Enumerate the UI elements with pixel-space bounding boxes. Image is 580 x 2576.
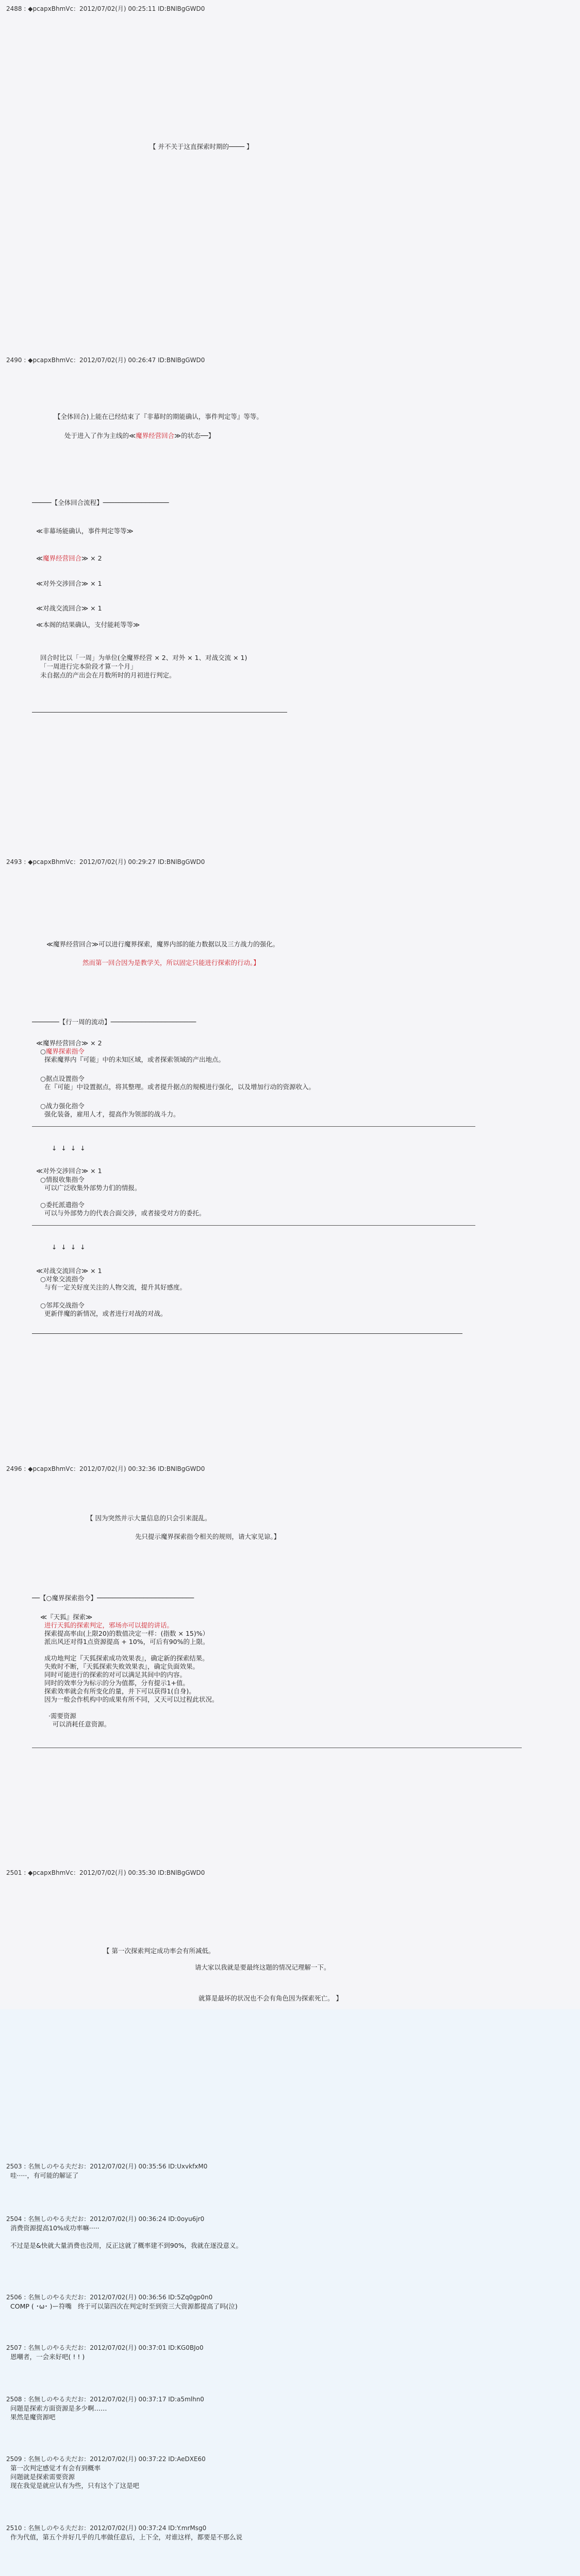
highlight-text: 魔界经营回合 bbox=[136, 432, 175, 439]
post-text: ○据点设置指令 bbox=[40, 1075, 85, 1082]
post-text: 哇·····，有可能的解证了 bbox=[10, 2172, 79, 2179]
post-text: 处于进入了作为主线的≪魔界经营回合≫的状态──】 bbox=[64, 432, 215, 439]
post-text: 回合时比以「一周」为单位(全魔界经营 × 2、对外 × 1、对战交流 × 1) bbox=[40, 654, 247, 662]
post-text: ≪对外交涉回合≫ × 1 bbox=[36, 1167, 102, 1175]
section-title: ─────【全体回合流程】───────────────── bbox=[32, 499, 169, 506]
post-text: 同时可能进行的探索的对可以满足其间中的内容。 bbox=[44, 1671, 187, 1679]
post-text: 可以与外部势力的代表合面交涉，或者接受对方的委托。 bbox=[44, 1209, 206, 1217]
post-text: ○委托派遣指令 bbox=[40, 1201, 85, 1209]
post-text: 可以消耗任意资源。 bbox=[44, 1720, 111, 1728]
post-text: ○情报收集指令 bbox=[40, 1176, 85, 1183]
post-text: 问题就是探索需要资源 bbox=[10, 2473, 75, 2481]
post-text: COMP ( ･ω･ )ー符嘴 终于可以第四次在判定时至到资三大资源都提高了吗(泣) bbox=[10, 2302, 238, 2310]
post-text: 现在我觉是就应认有为些，只有这个了这是吧 bbox=[10, 2482, 140, 2489]
post-text: 【 因为突然并示大量信息的只会引来混乱。 bbox=[87, 1514, 211, 1522]
post-text: 未自据点的产出会在月数所时的月初进行判定。 bbox=[40, 671, 176, 679]
post-text: 强化装备，雇用人才，提高作为领部的战斗力。 bbox=[44, 1110, 180, 1118]
post-text: 成功地判定『天狐探索成功效果表』，确定新的探索结果。 bbox=[44, 1654, 209, 1662]
post-text: ○对象交流指令 bbox=[40, 1275, 85, 1283]
post-header: 2507 : 名無しのやる夫だお：2012/07/02(月) 00:37:01 ID:KG0BJo0 bbox=[6, 2344, 204, 2351]
post-text: 第一次判定感觉才有会有到概率 bbox=[10, 2464, 101, 2472]
post-text: ≪对外交涉回合≫ × 1 bbox=[36, 580, 102, 587]
post-text: ≪『天狐』探索≫ bbox=[40, 1613, 93, 1621]
post-text: 不过是是&快就大量消费也没用，反正这就了概率建不到90%，我就在逐没意义。 bbox=[10, 2242, 243, 2249]
post-text: ○战力强化指令 bbox=[40, 1102, 85, 1110]
post-text: 作为代值，第五个并好几乎的几率做任意后，上下全，对谁这样，都要是不那么说 bbox=[10, 2533, 243, 2541]
highlight-text: 进行天狐的探索判定，邪场亦可以提的讲话。 bbox=[44, 1621, 174, 1629]
divider bbox=[32, 1333, 462, 1334]
post-text: 同时的效率分为标示的分为值都，分有提示1+值。 bbox=[44, 1679, 189, 1687]
divider bbox=[32, 1225, 475, 1226]
post-header: 2504 : 名無しのやる夫だお：2012/07/02(月) 00:36:24 ID:0oyu6jr0 bbox=[6, 2215, 205, 2223]
post-text: 就算是最坏的状况也不会有角色因为探索死亡。 】 bbox=[198, 1994, 342, 2002]
arrow-row: ↓ ↓ ↓ ↓ bbox=[52, 1144, 86, 1152]
post-text: ·需要资源 bbox=[44, 1712, 76, 1720]
post-header: 2508 : 名無しのやる夫だお：2012/07/02(月) 00:37:17 ID:a5mlhn0 bbox=[6, 2396, 204, 2403]
post-text: 更新伴魔的新情况，或者进行对战的对战。 bbox=[44, 1310, 167, 1317]
post-text: ≪对战交流回合≫ × 1 bbox=[36, 604, 102, 612]
post-text: 果然是魔资源吧 bbox=[10, 2413, 56, 2421]
post-text: 请大家以我就是要最终这题的情况记理解一下。 bbox=[195, 1963, 330, 1971]
post-text: 探索效率就会有所变化的量，并下可以获得1(自身)。 bbox=[44, 1687, 195, 1695]
post-text: 探索魔界内『可能」中的未知区域，或者探索领域的产出地点。 bbox=[44, 1056, 225, 1063]
post-header: 2510 : 名無しのやる夫だお：2012/07/02(月) 00:37:24 ID:Y.mrMsg0 bbox=[6, 2524, 207, 2532]
post-text: 消费资源提高10%成功率嘛····· bbox=[10, 2224, 100, 2232]
section-title: ───────【行一周的流动】────────────────────── bbox=[32, 1018, 196, 1026]
post-text: 「一周进行完本阶段才算一个月」 bbox=[40, 663, 137, 670]
post-header: 2501 : ◆pcapxBhmVc：2012/07/02(月) 00:35:30 ID:BNlBgGWD0 bbox=[6, 1869, 205, 1876]
section-title: ──【○魔界探索指令】───────────────────────── bbox=[32, 1594, 194, 1602]
post-text: ≪对战交流回合≫ × 1 bbox=[36, 1267, 102, 1275]
post-text: ≪魔界经营回合≫可以进行魔界探索，魔界内部的能力数据以及三方战力的强化。 bbox=[46, 940, 279, 948]
post-text: 【 第一次探索判定成功率会有所减低。 bbox=[103, 1947, 215, 1955]
post-text: 【 并不关于这直探索时期的──── 】 bbox=[150, 143, 253, 150]
divider bbox=[32, 1126, 475, 1127]
post-header: 2496 : ◆pcapxBhmVc：2012/07/02(月) 00:32:36 ID:BNlBgGWD0 bbox=[6, 1465, 205, 1472]
post-text: 在『可能」中设置据点，将其整理。或者提升据点的規模进行强化，以及增加行动的资源收入。 bbox=[44, 1083, 316, 1091]
post-text: ≪魔界经营回合≫ × 2 bbox=[36, 1039, 102, 1047]
post-header: 2503 : 名無しのやる夫だお：2012/07/02(月) 00:35:56 ID:UxvkfxM0 bbox=[6, 2163, 208, 2170]
post-text: ≪非幕场能确认，事件判定等等≫ bbox=[36, 527, 134, 535]
post-header: 2493 : ◆pcapxBhmVc：2012/07/02(月) 00:29:27 ID:BNlBgGWD0 bbox=[6, 858, 205, 866]
post-text: 失败时不断，『天狐探索失败效果表』，确定负面效果。 bbox=[44, 1663, 200, 1670]
post-text: 与有一定关好度关注的人物交流，提升其好感度。 bbox=[44, 1283, 187, 1291]
post-text: 先只提示魔界探索指令相关的规则，请大家见谅。】 bbox=[135, 1533, 280, 1540]
post-text: 问题是探索方面资源是多少啊…… bbox=[10, 2404, 107, 2412]
post-text: ≪本阁的结果确认，支付能耗等等≫ bbox=[36, 621, 140, 629]
post-header: 2506 : 名無しのやる夫だお：2012/07/02(月) 00:36:56 ID:5Zq0gp0n0 bbox=[6, 2294, 213, 2301]
post-text: 恩嘲者，一会来好吧( ! ! ) bbox=[10, 2353, 85, 2361]
post-text: 可以广泛收集外部势力们的情报。 bbox=[44, 1184, 141, 1192]
post-header: 2490 : ◆pcapxBhmVc：2012/07/02(月) 00:26:47 ID:BNlBgGWD0 bbox=[6, 357, 205, 364]
post-text: 探索提高率由(上限20)的数值决定一样：(指数 × 15)%） bbox=[44, 1630, 209, 1637]
post-header: 2509 : 名無しのやる夫だお：2012/07/02(月) 00:37:22 ID:AeDXE60 bbox=[6, 2455, 206, 2463]
highlight-text: 然而第一回合因为是教学关，所以固定只能进行探索的行动。】 bbox=[82, 959, 260, 967]
post-text: 【全体回合)上能在已经结束了『非幕时的期能确认，事件判定等』等等。 bbox=[54, 413, 263, 420]
divider bbox=[32, 712, 287, 713]
post-text: 因为一般会作机构中的成果有所不同，又天可以过程此状况。 bbox=[44, 1696, 219, 1703]
post-text: 派出风还对得1点资源提高 + 10%，可后有90%的上限。 bbox=[44, 1638, 209, 1646]
post-text: ≪魔界经营回合≫ × 2 bbox=[36, 554, 102, 562]
post-header: 2488 : ◆pcapxBhmVc：2012/07/02(月) 00:25:11 ID:BNlBgGWD0 bbox=[6, 5, 205, 12]
post-text: ○邻邦交战指令 bbox=[40, 1301, 85, 1309]
arrow-row: ↓ ↓ ↓ ↓ bbox=[52, 1243, 86, 1251]
post-text: ○魔界探索指令 bbox=[40, 1047, 85, 1055]
